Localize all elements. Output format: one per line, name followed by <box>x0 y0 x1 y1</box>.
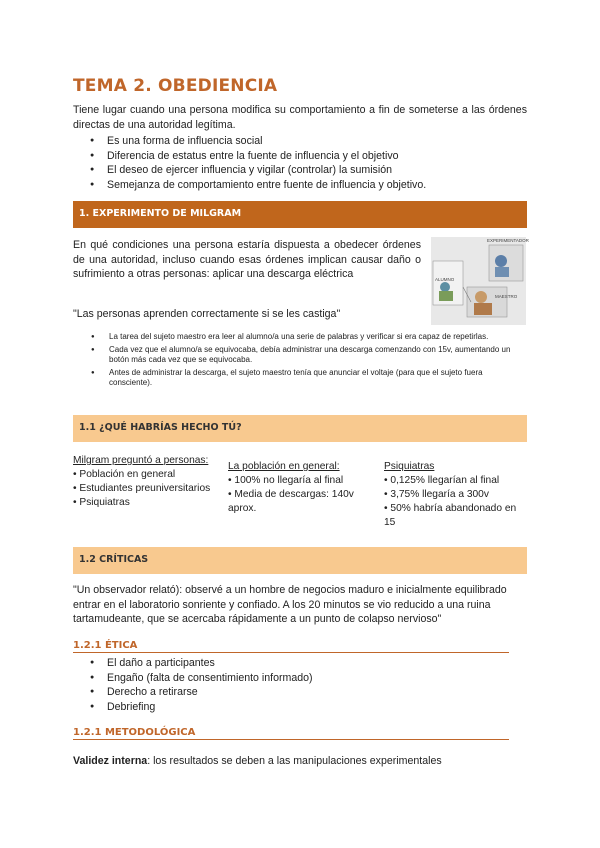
label-experimenter: EXPERIMENTADOR <box>487 238 529 243</box>
column-line: • 3,75% llegaría a 300v <box>384 489 489 500</box>
section-heading-text: 1.1 ¿QUÉ HABRÍAS HECHO TÚ? <box>79 422 242 433</box>
section-heading-criticas <box>73 547 527 574</box>
list-item: ● Es una forma de influencia social <box>73 134 527 149</box>
column-milgram-asked <box>73 454 223 510</box>
list-item: ● Engaño (falta de consentimiento informado) <box>73 671 527 686</box>
column-head: Psiquiatras <box>384 461 435 472</box>
page-title: TEMA 2. OBEDIENCIA <box>73 76 278 96</box>
list-item: ● La tarea del sujeto maestro era leer al alumno/a una serie de palabras y verificar si era capaz de repetirlas. <box>73 332 527 343</box>
validez-interna-paragraph <box>73 754 527 769</box>
section-heading-text: 1. EXPERIMENTO DE MILGRAM <box>79 208 242 219</box>
validez-interna-text: : los resultados se deben a las manipulaciones experimentales <box>147 755 442 767</box>
list-item: ● Cada vez que el alumno/a se equivocaba, debía administrar una descarga comenzando con 15v, aumentando un botón más cada vez que se equivocaba. <box>73 345 527 366</box>
column-line: • 50% habría abandonado en 15 <box>384 503 517 528</box>
column-line: • Estudiantes preuniversitarios <box>73 483 211 494</box>
milgram-experiment-diagram <box>431 237 529 325</box>
column-line: • Psiquiatras <box>73 497 130 508</box>
section-heading-milgram <box>73 201 527 228</box>
label-teacher: MAESTRO <box>495 294 518 299</box>
label-learner: ALUMNO <box>435 277 455 282</box>
term-validez-interna: Validez interna <box>73 755 148 767</box>
list-item: ● El deseo de ejercer influencia y vigilar (controlar) la sumisión <box>73 163 527 178</box>
milgram-quote: "Las personas aprenden correctamente si se les castiga" <box>73 308 341 320</box>
column-head: Milgram preguntó a personas: <box>73 455 209 466</box>
milgram-paragraph: En qué condiciones una persona estaría dispuesta a obedecer órdenes de una autoridad, incluso cuando esas órdenes implican causar daño o sufrimiento a otras personas: aplicar una descarga eléctrica <box>73 239 421 280</box>
subsection-heading-metodologica: 1.2.1 METODOLÓGICA <box>73 727 509 740</box>
list-item: ● Debriefing <box>73 700 527 715</box>
criticas-quote: "Un observador relató): observé a un hombre de negocios maduro e inicialmente equilibrado entrar en el laboratorio sonriente y confiado. A los 20 minutos se vio reducido a una ruina tartamudeante, que se acercaba rápidamente a un punto de colapso nervioso" <box>73 584 507 625</box>
list-item: ● Diferencia de estatus entre la fuente de influencia y el objetivo <box>73 149 527 164</box>
column-general-population <box>228 460 373 516</box>
etica-bullet-list <box>73 656 527 714</box>
milgram-bullet-list <box>73 332 527 391</box>
list-item: ● Derecho a retirarse <box>73 685 527 700</box>
column-line: • 0,125% llegarían al final <box>384 475 500 486</box>
subsection-heading-etica: 1.2.1 ÉTICA <box>73 640 509 653</box>
column-line: • 100% no llegaría al final <box>228 475 344 486</box>
section-heading-que-habrias <box>73 415 527 442</box>
list-item: ● Antes de administrar la descarga, el sujeto maestro tenía que anunciar el voltaje (para que el sujeto fuera consciente). <box>73 368 527 389</box>
intro-paragraph: Tiene lugar cuando una persona modifica su comportamiento a fin de someterse a las órdenes directas de una autoridad legítima. <box>73 104 527 131</box>
list-item: ● Semejanza de comportamiento entre fuente de influencia y objetivo. <box>73 178 527 193</box>
column-line: • Población en general <box>73 469 176 480</box>
column-psychiatrists <box>384 460 527 530</box>
section-heading-text: 1.2 CRÍTICAS <box>79 554 149 565</box>
intro-bullet-list <box>73 134 527 192</box>
list-item: ● El daño a participantes <box>73 656 527 671</box>
column-head: La población en general: <box>228 461 340 472</box>
column-line: • Media de descargas: 140v aprox. <box>228 489 354 514</box>
